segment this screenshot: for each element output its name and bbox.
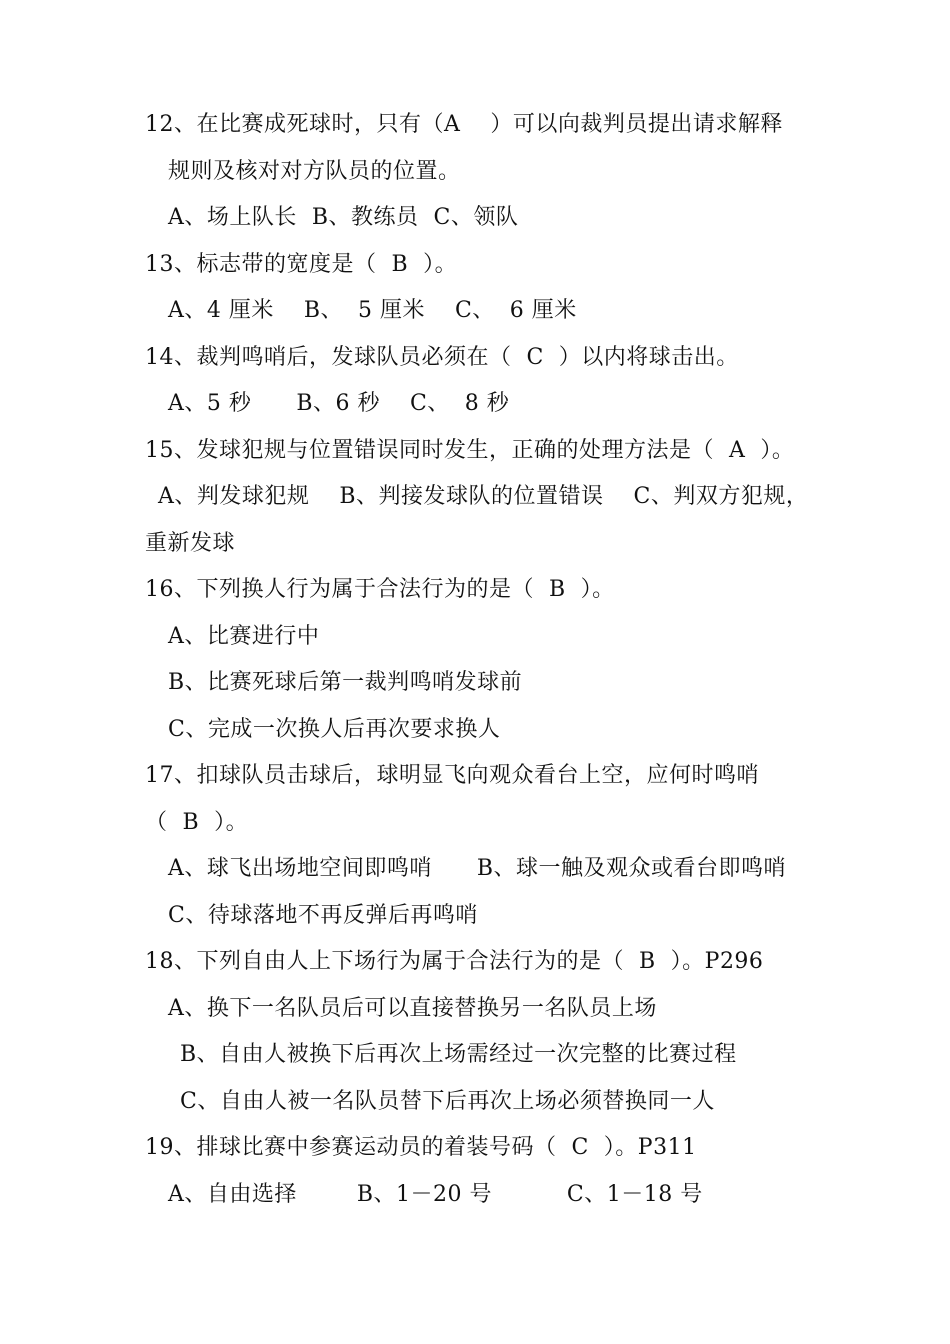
question-17-options-line-1: A、球飞出场地空间即鸣哨 B、球一触及观众或看台即鸣哨 — [168, 856, 787, 881]
question-18: 18、下列自由人上下场行为属于合法行为的是（ B ）。P296 — [145, 949, 764, 974]
question-14-options: A、5 秒 B、6 秒 C、 8 秒 — [168, 391, 510, 416]
question-18-option-a: A、换下一名队员后可以直接替换另一名队员上场 — [168, 996, 657, 1021]
question-13: 13、标志带的宽度是（ B ）。 — [145, 252, 458, 277]
question-16: 16、下列换人行为属于合法行为的是（ B ）。 — [145, 577, 615, 602]
question-14: 14、裁判鸣哨后，发球队员必须在（ C ）以内将球击出。 — [145, 345, 739, 370]
question-16-option-c: C、完成一次换人后再次要求换人 — [168, 717, 501, 742]
question-13-options: A、4 厘米 B、 5 厘米 C、 6 厘米 — [168, 298, 577, 323]
question-17-line-1: 17、扣球队员击球后，球明显飞向观众看台上空，应何时鸣哨 — [145, 763, 759, 788]
question-15: 15、发球犯规与位置错误同时发生，正确的处理方法是（ A ）。 — [145, 438, 795, 463]
question-12-options: A、场上队长 B、教练员 C、领队 — [168, 205, 519, 230]
question-18-option-b: B、自由人被换下后再次上场需经过一次完整的比赛过程 — [180, 1042, 737, 1067]
question-17-options-line-2: C、待球落地不再反弹后再鸣哨 — [168, 903, 478, 928]
question-19: 19、排球比赛中参赛运动员的着装号码（ C ）。P311 — [145, 1135, 697, 1160]
question-16-option-a: A、比赛进行中 — [168, 624, 320, 649]
question-17-line-2: （ B ）。 — [145, 810, 249, 835]
question-18-option-c: C、自由人被一名队员替下后再次上场必须替换同一人 — [180, 1089, 715, 1114]
question-15-options-line-2: 重新发球 — [145, 531, 236, 556]
question-15-options-line-1: A、判发球犯规 B、判接发球队的位置错误 C、判双方犯规， — [158, 484, 809, 509]
question-12-line-2: 规则及核对对方队员的位置。 — [168, 159, 461, 184]
question-19-options: A、自由选择 B、1－20 号 C、1－18 号 — [168, 1182, 703, 1207]
question-12-line-1: 12、在比赛成死球时，只有（A ）可以向裁判员提出请求解释 — [145, 112, 783, 137]
question-16-option-b: B、比赛死球后第一裁判鸣哨发球前 — [168, 670, 523, 695]
